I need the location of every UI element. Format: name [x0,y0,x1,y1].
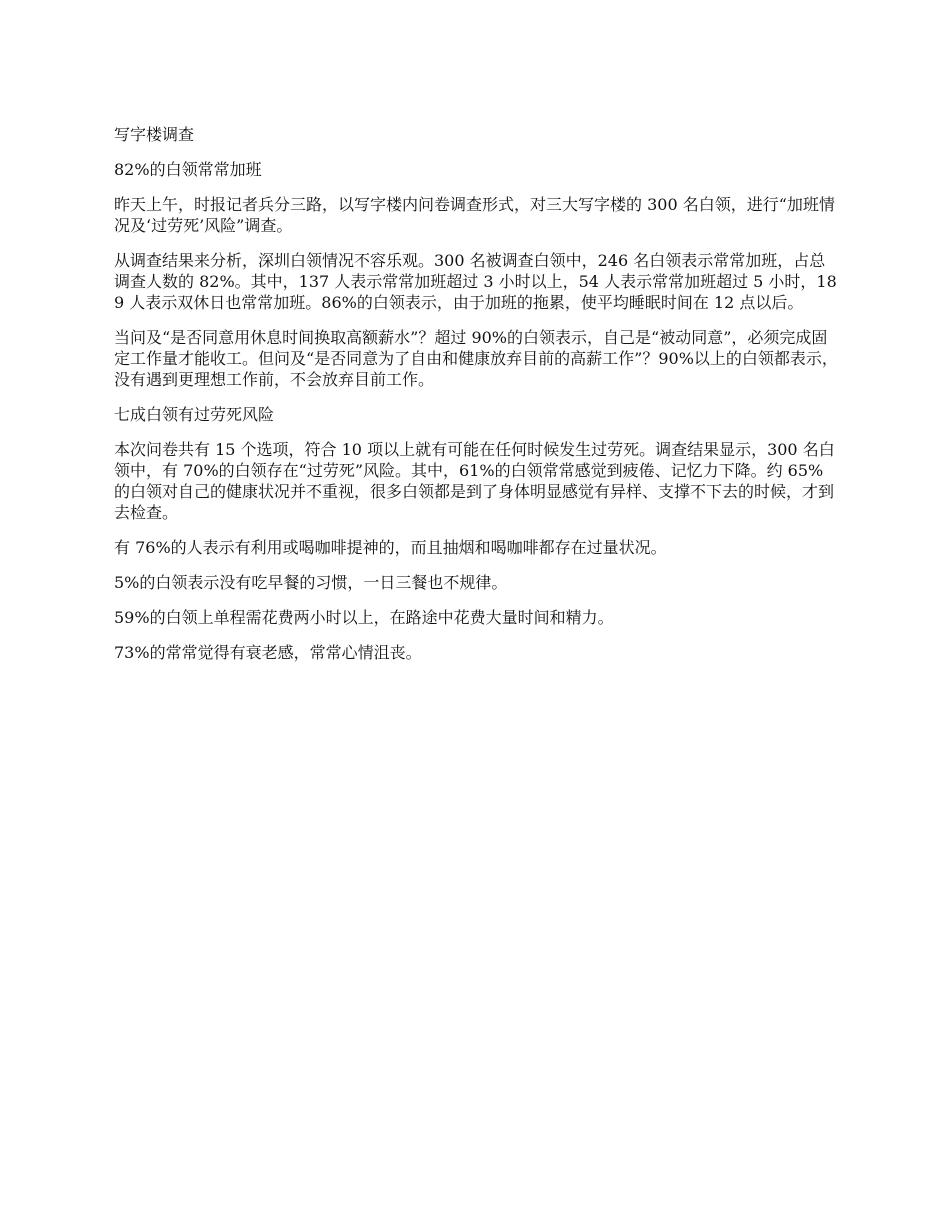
document-page [114,124,838,677]
paragraph-commute: 59%的白领上单程需花费两小时以上，在路途中花费大量时间和精力。 [114,608,614,627]
paragraph-results: 从调查结果来分析，深圳白领情况不容乐观。300 名被调查白领中，246 名白领表示常常加班，占总调查人数的 82%。其中，137 人表示常常加班超过 3 小时以上，54 人表示常常加班超过 5 小时，189 人表示双休日也常常加班。86%的白领表示，由于加班的拖累，使平均睡眠时间在 12 点以后。 [114,251,837,312]
paragraph-breakfast: 5%的白领表示没有吃早餐的习惯，一日三餐也不规律。 [114,573,508,592]
paragraph-intro: 昨天上午，时报记者兵分三路，以写字楼内问卷调查形式，对三大写字楼的 300 名白领，进行“加班情况及‘过劳死’风险”调查。 [114,195,835,235]
paragraph-questionnaire: 本次问卷共有 15 个选项，符合 10 项以上就有可能在任何时候发生过劳死。调查结果显示，300 名白领中，有 70%的白领存在“过劳死”风险。其中，61%的白领常常感觉到疲倦、记忆力下降。约 65%的白领对自己的健康状况并不重视，很多白领都是到了身体明显感觉有异样、支撑不下去的时候，才到去检查。 [114,440,835,522]
subheading-overtime: 82%的白领常常加班 [114,160,262,179]
paragraph-salary-question: 当问及“是否同意用休息时间换取高额薪水”？超过 90%的白领表示，自己是“被动同意”，必须完成固定工作量才能收工。但问及“是否同意为了自由和健康放弃目前的高薪工作”？90%以上的白领都表示，没有遇到更理想工作前，不会放弃目前工作。 [114,328,838,389]
subheading-risk: 七成白领有过劳死风险 [114,405,275,424]
paragraph-aging: 73%的常常觉得有衰老感，常常心情沮丧。 [114,643,422,662]
paragraph-coffee: 有 76%的人表示有利用或喝咖啡提神的，而且抽烟和喝咖啡都存在过量状况。 [114,538,667,557]
section-title: 写字楼调查 [114,125,195,144]
